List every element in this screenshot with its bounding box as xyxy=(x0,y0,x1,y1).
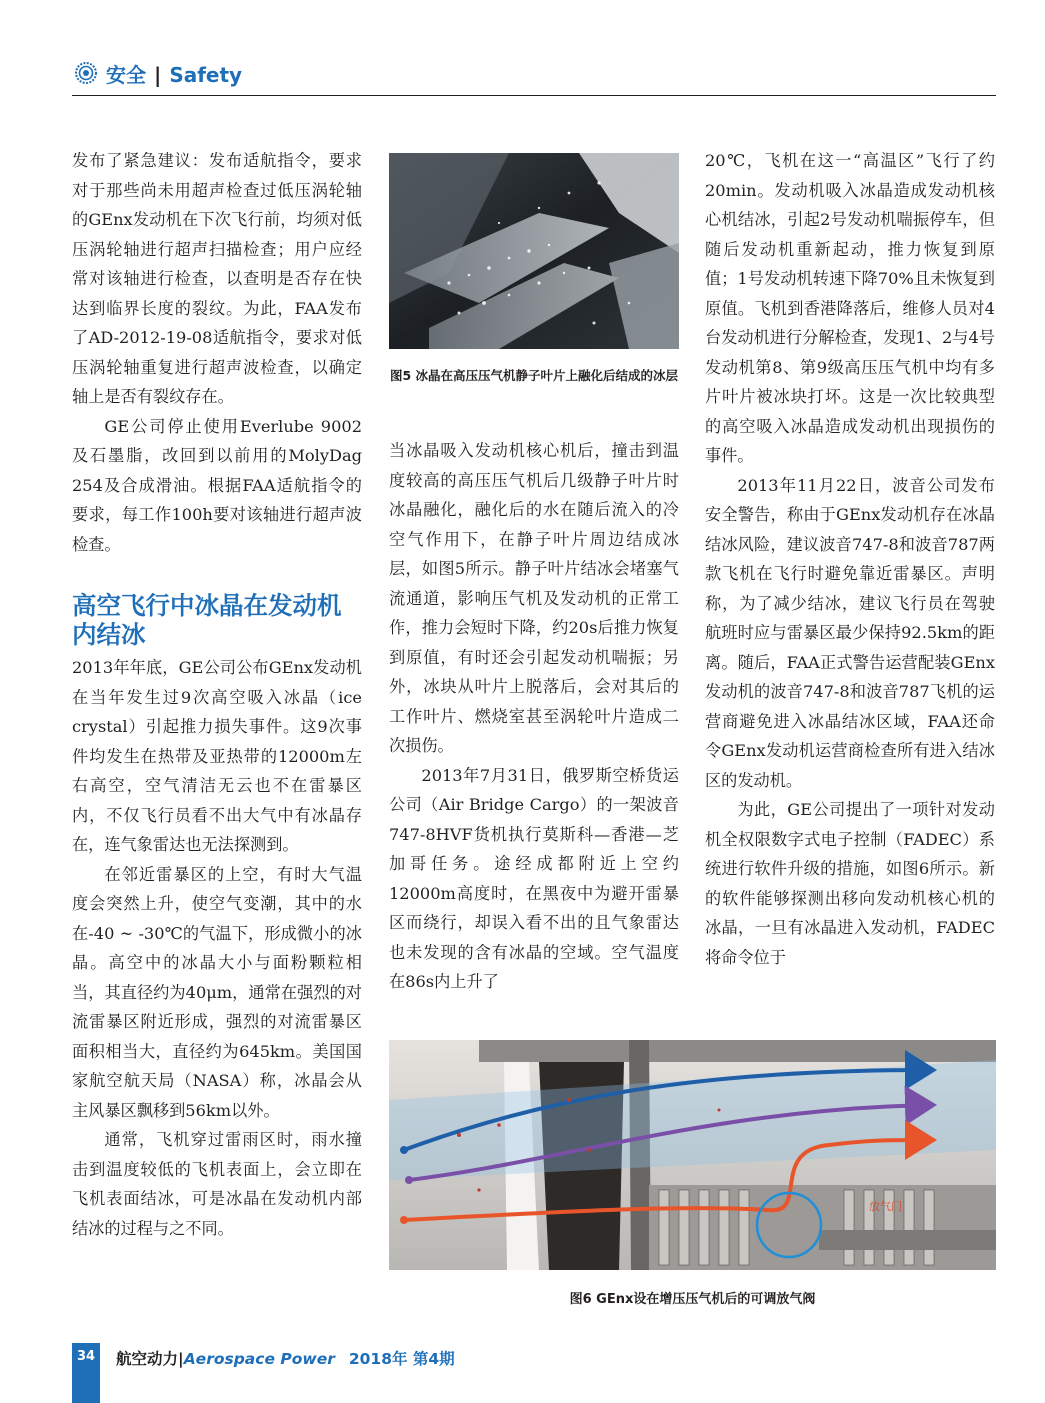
page-number: 34 xyxy=(76,1349,96,1364)
journal-issue: 2018年 第4期 xyxy=(348,1350,455,1368)
paragraph: 为此，GE公司提出了一项针对发动机全权限数字式电子控制（FADEC）系统进行软件升级的措施，如图6所示。新的软件能够探测出移向发动机核心机的冰晶，一旦有冰晶进入发动机，FADEC将命令位于 xyxy=(705,800,995,967)
sunburst-logo-icon xyxy=(75,62,97,84)
figure-5-caption: 图5 冰晶在高压压气机静子叶片上融化后结成的冰层 xyxy=(389,368,679,383)
paragraph: GE公司停止使用Everlube 9002及石墨脂，改回到以前用的MolyDag 254及合成滑油。根据FAA适航指令的要求，每工作100h要对该轴进行超声波检查。 xyxy=(72,416,362,554)
paragraph: 2013年年底，GE公司公布GEnx发动机在当年发生过9次高空吸入冰晶（ice crystal）引起推力损失事件。这9次事件均发生在热带及亚热带的12000m左右高空，空气清洁无云也不在雷暴区内，不仅飞行员看不出大气中有冰晶存在，连气象雷达也无法探测到。 xyxy=(72,658,362,854)
paragraph: 当冰晶吸入发动机核心机后，撞击到温度较高的高压压气机后几级静子叶片时冰晶融化，融化后的水在随后流入的冷空气作用下，在静子叶片周边结成冰层，如图5所示。静子叶片结冰会堵塞气流通道，影响压气机及发动机的正常工作，推力会短时下降，约20s后推力恢复到原值，有时还会引起发动机喘振；另外，冰块从叶片上脱落后，会对其后的工作叶片、燃烧室甚至涡轮叶片造成二次损伤。 xyxy=(389,441,679,755)
column-right xyxy=(705,146,995,972)
column-left xyxy=(72,146,362,1243)
paragraph: 2013年7月31日，俄罗斯空桥货运公司（Air Bridge Cargo）的一架波音747-8HVF货机执行莫斯科—香港—芝加哥任务。途经成都附近上空约12000m高度时，在黑夜中为避开雷暴区而绕行，却误入看不出的且气象雷达也未发现的含有冰晶的空域。空气温度在86s内上升了 xyxy=(389,765,679,991)
paragraph: 20℃，飞机在这一“高温区”飞行了约20min。发动机吸入冰晶造成发动机核心机结冰，引起2号发动机喘振停车，但随后发动机重新起动，推力恢复到原值；1号发动机转速下降70%且未恢复到原值。飞机到香港降落后，维修人员对4台发动机进行分解检查，发现1、2与4号发动机第8、第9级高压压气机中均有多片叶片被冰块打坏。这是一次比较典型的高空吸入冰晶造成发动机出现损伤的事件。 xyxy=(705,151,995,465)
bleed-valve-label: 放气门 xyxy=(869,1200,902,1213)
paragraph: 2013年11月22日，波音公司发布安全警告，称由于GEnx发动机存在冰晶结冰风险，建议波音747-8和波音787两款飞机在飞行时避免靠近雷暴区。声明称，为了减少结冰，建议飞行员在驾驶航班时应与雷暴区最少保持92.5km的距离。随后，FAA正式警告运营配装GEnx发动机的波音747-8和波音787飞机的运营商避免进入冰晶结冰区域，FAA还命令GEnx发动机运营商检查所有进入结冰区的发动机。 xyxy=(705,475,995,790)
column-middle xyxy=(389,436,679,997)
paragraph: 发布了紧急建议：发布适航指令，要求对于那些尚未用超声检查过低压涡轮轴的GEnx发动机在下次飞行前，均须对低压涡轮轴进行超声扫描检查；用户应经常对该轴进行检查，以查明是否存在快达到临界长度的裂纹。为此，FAA发布了AD-2012-19-08适航指令，要求对低压涡轮轴重复进行超声波检查，以确定轴上是否有裂纹存在。 xyxy=(72,151,362,406)
paragraph: 通常，飞机穿过雷雨区时，雨水撞击到温度较低的飞机表面上，会立即在飞机表面结冰，可是冰晶在发动机内部结冰的过程与之不同。 xyxy=(72,1130,362,1238)
section-name-cn: 安全 xyxy=(106,63,146,87)
section-heading: 高空飞行中冰晶在发动机内结冰 xyxy=(72,591,342,649)
engine-bleed-valve-diagram xyxy=(389,1040,996,1270)
section-name-en: Safety xyxy=(169,63,243,87)
header-rule xyxy=(72,95,996,96)
paragraph: 在邻近雷暴区的上空，有时大气温度会突然上升，使空气变潮，其中的水在-40 ~ -30℃的气温下，形成微小的冰晶。高空中的冰晶大小与面粉颗粒相当，其直径约为40μm，通常在强烈的对流雷暴区附近形成，强烈的对流雷暴区面积相当大，直径约为645km。美国国家航空航天局（NASA）称，冰晶会从主风暴区飘移到56km以外。 xyxy=(72,864,362,1120)
journal-name-en: Aerospace Power xyxy=(183,1350,335,1368)
ice-on-stator-vanes-photo xyxy=(389,153,679,349)
footer-separator: | xyxy=(178,1350,184,1368)
section-header xyxy=(106,59,242,88)
journal-name-cn: 航空动力 xyxy=(116,1350,179,1368)
figure-6-caption: 图6 GEnx设在增压压气机后的可调放气阀 xyxy=(569,1292,816,1307)
header-separator: | xyxy=(154,63,162,87)
journal-footer xyxy=(116,1347,455,1369)
